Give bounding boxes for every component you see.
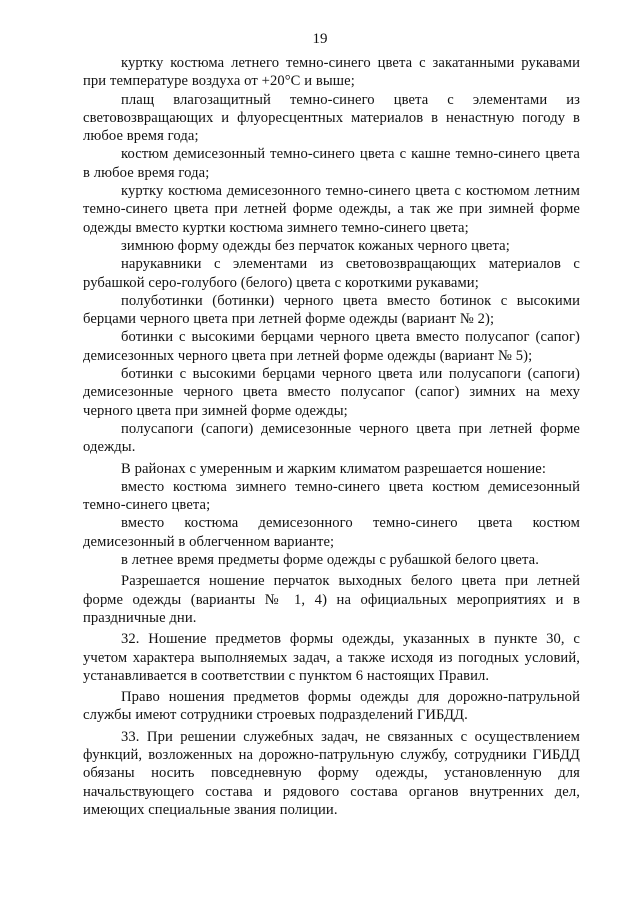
paragraph-climate-intro: В районах с умеренным и жарким климатом разрешается ношение: (121, 460, 546, 477)
paragraph-white-gloves: Разрешается ношение перчаток выходных белого цвета при летней форме одежды (варианты № 1, 4) на официальных мероприятиях и в праздничные дни. (83, 573, 580, 626)
paragraph-climate-white-shirt: в летнее время предметы форме одежды с рубашкой белого цвета. (121, 552, 539, 569)
document-body (83, 54, 580, 819)
paragraph-climate-light-suit: вместо костюма демисезонного темно-синего цвета костюм демисезонный в облегченном варианте; (83, 515, 580, 550)
paragraph-jacket-summer: куртку костюма летнего темно-синего цвета с закатанными рукавами при температуре воздуха от +20°С и выше; (83, 55, 580, 90)
paragraph-half-boots-summer: полусапоги (сапоги) демисезонные черного цвета при летней форме одежды. (83, 420, 580, 456)
paragraph-item-33: 33. При решении служебных задач, не связанных с осуществлением функций, возложенных на дорожно-патрульную службу, сотрудники ГИБДД обязаны носить повседневную форму одежды, установленную для начальствующего состава и рядового состава органов внутренних дел, имеющих специальные звания полиции. (83, 728, 580, 818)
paragraph-low-boots: полуботинки (ботинки) черного цвета вместо ботинок с высокими берцами черного цвета при летней форме одежды (вариант № 2); (83, 292, 580, 328)
paragraph-item-32: 32. Ношение предметов формы одежды, указанных в пункте 30, с учетом характера выполняемых задач, а также исходя из погодных условий, устанавливается в соответствии с пунктом 6 настоящих Правил. (83, 631, 580, 684)
paragraph-raincoat: плащ влагозащитный темно-синего цвета с элементами из световозвращающих и флуоресцентных материалов в ненастную погоду в любое время года; (83, 91, 580, 145)
page-number: 19 (312, 31, 328, 47)
paragraph-patrol-right: Право ношения предметов формы одежды для дорожно-патрульной службы имеют сотрудники строевых подразделений ГИБДД. (83, 689, 580, 724)
paragraph-winter-no-gloves: зимнюю форму одежды без перчаток кожаных черного цвета; (121, 237, 510, 254)
paragraph-climate-winter-suit: вместо костюма зимнего темно-синего цвета костюм демисезонный темно-синего цвета; (83, 478, 580, 514)
paragraph-high-boots-summer: ботинки с высокими берцами черного цвета вместо полусапог (сапог) демисезонных черного цвета при летней форме одежды (вариант № 5); (83, 329, 580, 364)
paragraph-high-boots-winter: ботинки с высокими берцами черного цвета или полусапоги (сапоги) демисезонные черного цвета вместо полусапог (сапог) зимних на меху черного цвета при зимней форме одежды; (83, 366, 580, 419)
paragraph-demiseason-suit: костюм демисезонный темно-синего цвета с кашне темно-синего цвета в любое время года; (83, 146, 580, 181)
paragraph-demiseason-jacket: куртку костюма демисезонного темно-синего цвета с костюмом летним темно-синего цвета при летней форме одежды, а так же при зимней форме одежды вместо куртки костюма зимнего темно-синего цвета; (83, 183, 580, 236)
paragraph-armbands: нарукавники с элементами из световозвращающих материалов с рубашкой серо-голубого (белого) цвета с короткими рукавами; (83, 256, 580, 291)
